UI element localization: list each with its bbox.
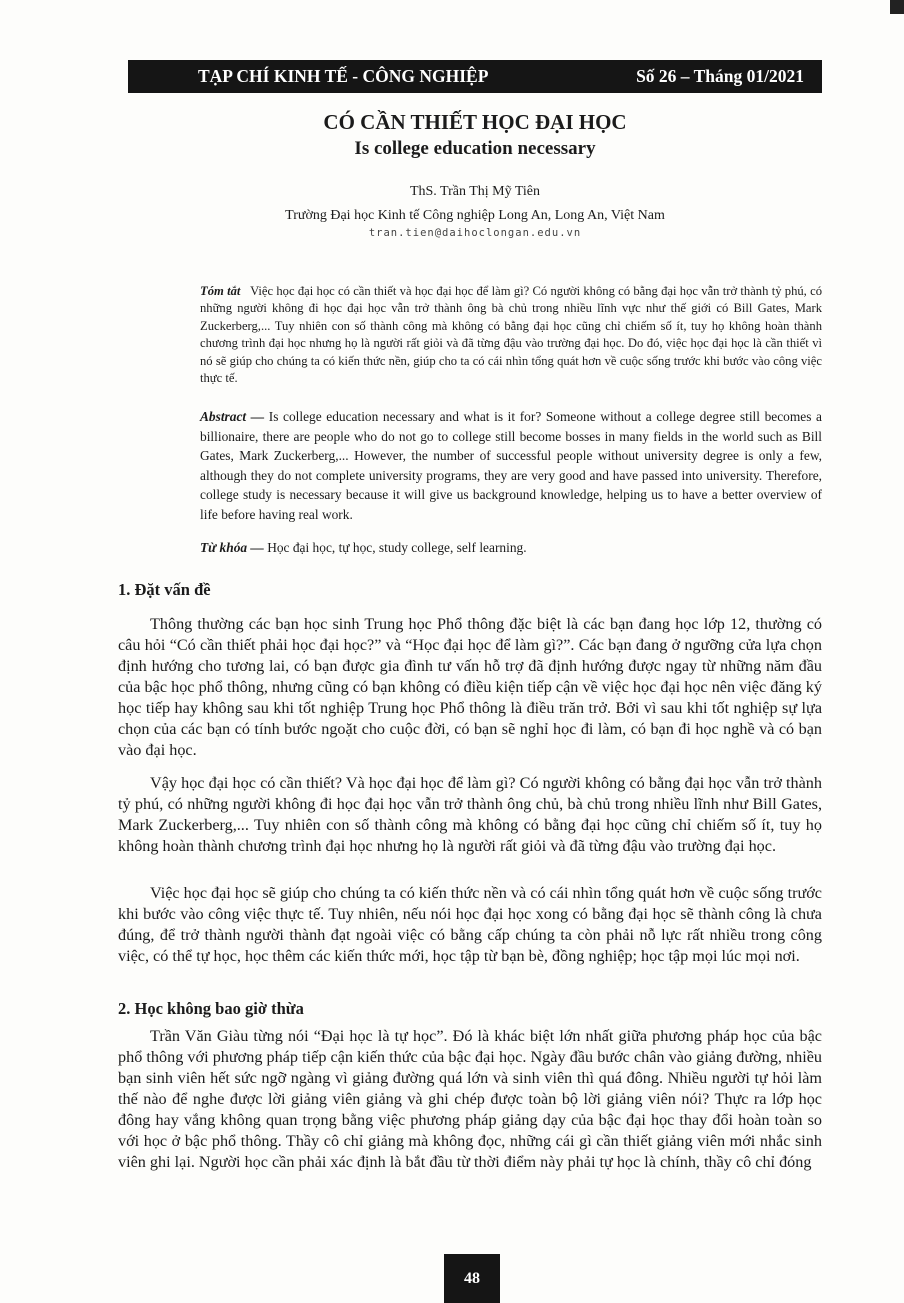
section-1-paragraph-1: Thông thường các bạn học sinh Trung học Phổ thông đặc biệt là các bạn đang học lớp 12, thường có câu hỏi “Có cần thiết phải học đại học?” và “Học đại học để làm gì?”. Các bạn đang ở ngưỡng cửa lựa chọn định hướng cho tương lai, có bạn được gia đình tư vấn hỗ trợ đã định hướng được ngay từ những năm đầu của bậc học phổ thông, nhưng cũng có bạn không có điều kiện tiếp cận về việc học đại học nên việc đăng ký học tiếp hay không sau khi tốt nghiệp Trung học Phổ thông là điều trăn trở. Bởi vì sau khi tốt nghiệp sự lựa chọn của các bạn có tính bước ngoặt cho cuộc đời, có bạn sẽ nghỉ học đi làm, có bạn đi học nghề và có bạn vào đại học.: [118, 615, 822, 759]
abstract-en-text: Is college education necessary and what is it for? Someone without a college degree still becomes a billionaire, there are people who do not go to college still become bosses in many fields in the world such as Bill Gates, Mark Zuckerberg,... However, the number of successful people without university degree is only a few, although they do not complete university programs, they are very good and have passed into university. Therefore, college study is necessary because it will give us background knowledge, helping us to have a better overview of life before having real work.: [200, 409, 822, 522]
section-1-heading: 1. Đặt vấn đề: [118, 580, 211, 599]
section-2-paragraph-1: Trần Văn Giàu từng nói “Đại học là tự học”. Đó là khác biệt lớn nhất giữa phương pháp học của bậc phổ thông với phương pháp tiếp cận kiến thức của bậc đại học. Ngày đầu bước chân vào giảng đường, nhiều bạn sinh viên hết sức ngỡ ngàng vì giảng đường quá lớn và sinh viên thì quá đông. Nhiều người tự hỏi làm thế nào để nghe được lời giảng viên giảng và ghi chép được toàn bộ lời giảng viên nói? Thực ra lớp học đông hay vắng không quan trọng bằng việc phương pháp giảng dạy của bậc đại học thay đổi hoàn toàn so với học ở bậc phổ thông. Thầy cô chỉ giảng mà không đọc, những cái gì cần thiết giảng viên mới nhắc sinh viên ghi lại. Người học cần phải xác định là bắt đầu từ thời điểm này phải tự học là chính, thầy cô chỉ đóng: [118, 1027, 822, 1171]
author-email: tran.tien@daihoclongan.edu.vn: [368, 227, 582, 239]
keywords-text: Học đại học, tự học, study college, self learning.: [267, 540, 527, 555]
author-name: ThS. Trần Thị Mỹ Tiên: [409, 184, 541, 199]
section-1-paragraph-3: Việc học đại học sẽ giúp cho chúng ta có kiến thức nền và có cái nhìn tổng quát hơn về cuộc sống trước khi bước vào công việc thực tế. Tuy nhiên, nếu nói học đại học xong có bằng đại học sẽ thành công là chưa đúng, để trở thành người thành đạt ngoài việc có bằng cấp chúng ta còn phải nỗ lực rất nhiều trong công việc, có thể tự học, học thêm các kiến thức mới, học tập từ bạn bè, đồng nghiệp; học tập mọi lúc mọi nơi.: [118, 884, 822, 965]
keywords: [200, 538, 822, 558]
corner-mark: [890, 0, 904, 14]
issue-label: Số 26 – Tháng 01/2021: [636, 66, 804, 86]
title-english: Is college education necessary: [354, 138, 596, 159]
abstract-english: [200, 407, 822, 525]
page-number: 48: [444, 1254, 500, 1303]
section-2-heading: 2. Học không bao giờ thừa: [118, 999, 304, 1018]
abstract-vi-label: Tóm tắt: [200, 284, 241, 298]
abstract-vi-text: Việc học đại học có cần thiết và học đại học để làm gì? Có người không có bằng đại học vẫn trở thành tỷ phú, có những người không đi học đại học vẫn trở thành ông bà chủ trong nhiều lĩnh vực như thế giới có Bill Gates, Mark Zuckerberg,... Tuy nhiên con số thành công mà không có bằng đại học cũng chỉ chiếm số ít, tuy họ không hoàn thành chương trình đại học nhưng họ là người rất giỏi và đã từng đậu vào trường đại học. Do đó, việc học đại học là cần thiết vì nó sẽ giúp cho chúng ta có kiến thức nền, giúp cho ta có cái nhìn tổng quát hơn về cuộc sống trước khi bước vào công việc thực tế.: [200, 284, 823, 386]
journal-name: TẠP CHÍ KINH TẾ - CÔNG NGHIỆP: [198, 66, 489, 86]
journal-header: [128, 60, 822, 93]
section-1-paragraph-2: Vậy học đại học có cần thiết? Và học đại học để làm gì? Có người không có bằng đại học vẫn trở thành tỷ phú, có những người không đi học đại học vẫn trở thành ông chủ, bà chủ trong nhiều lĩnh như Bill Gates, Mark Zuckerberg,... Tuy nhiên con số thành công mà không có bằng đại học cũng chỉ chiếm số ít, tuy họ không hoàn thành chương trình đại học nhưng họ là người rất giỏi và đã từng đậu vào trường đại học.: [118, 774, 822, 855]
keywords-label: Từ khóa —: [200, 540, 264, 555]
author-affiliation: Trường Đại học Kinh tế Công nghiệp Long An, Long An, Việt Nam: [285, 208, 665, 223]
title-vietnamese: CÓ CẦN THIẾT HỌC ĐẠI HỌC: [323, 110, 627, 134]
abstract-vietnamese: [200, 283, 822, 387]
abstract-en-label: Abstract —: [200, 409, 265, 424]
